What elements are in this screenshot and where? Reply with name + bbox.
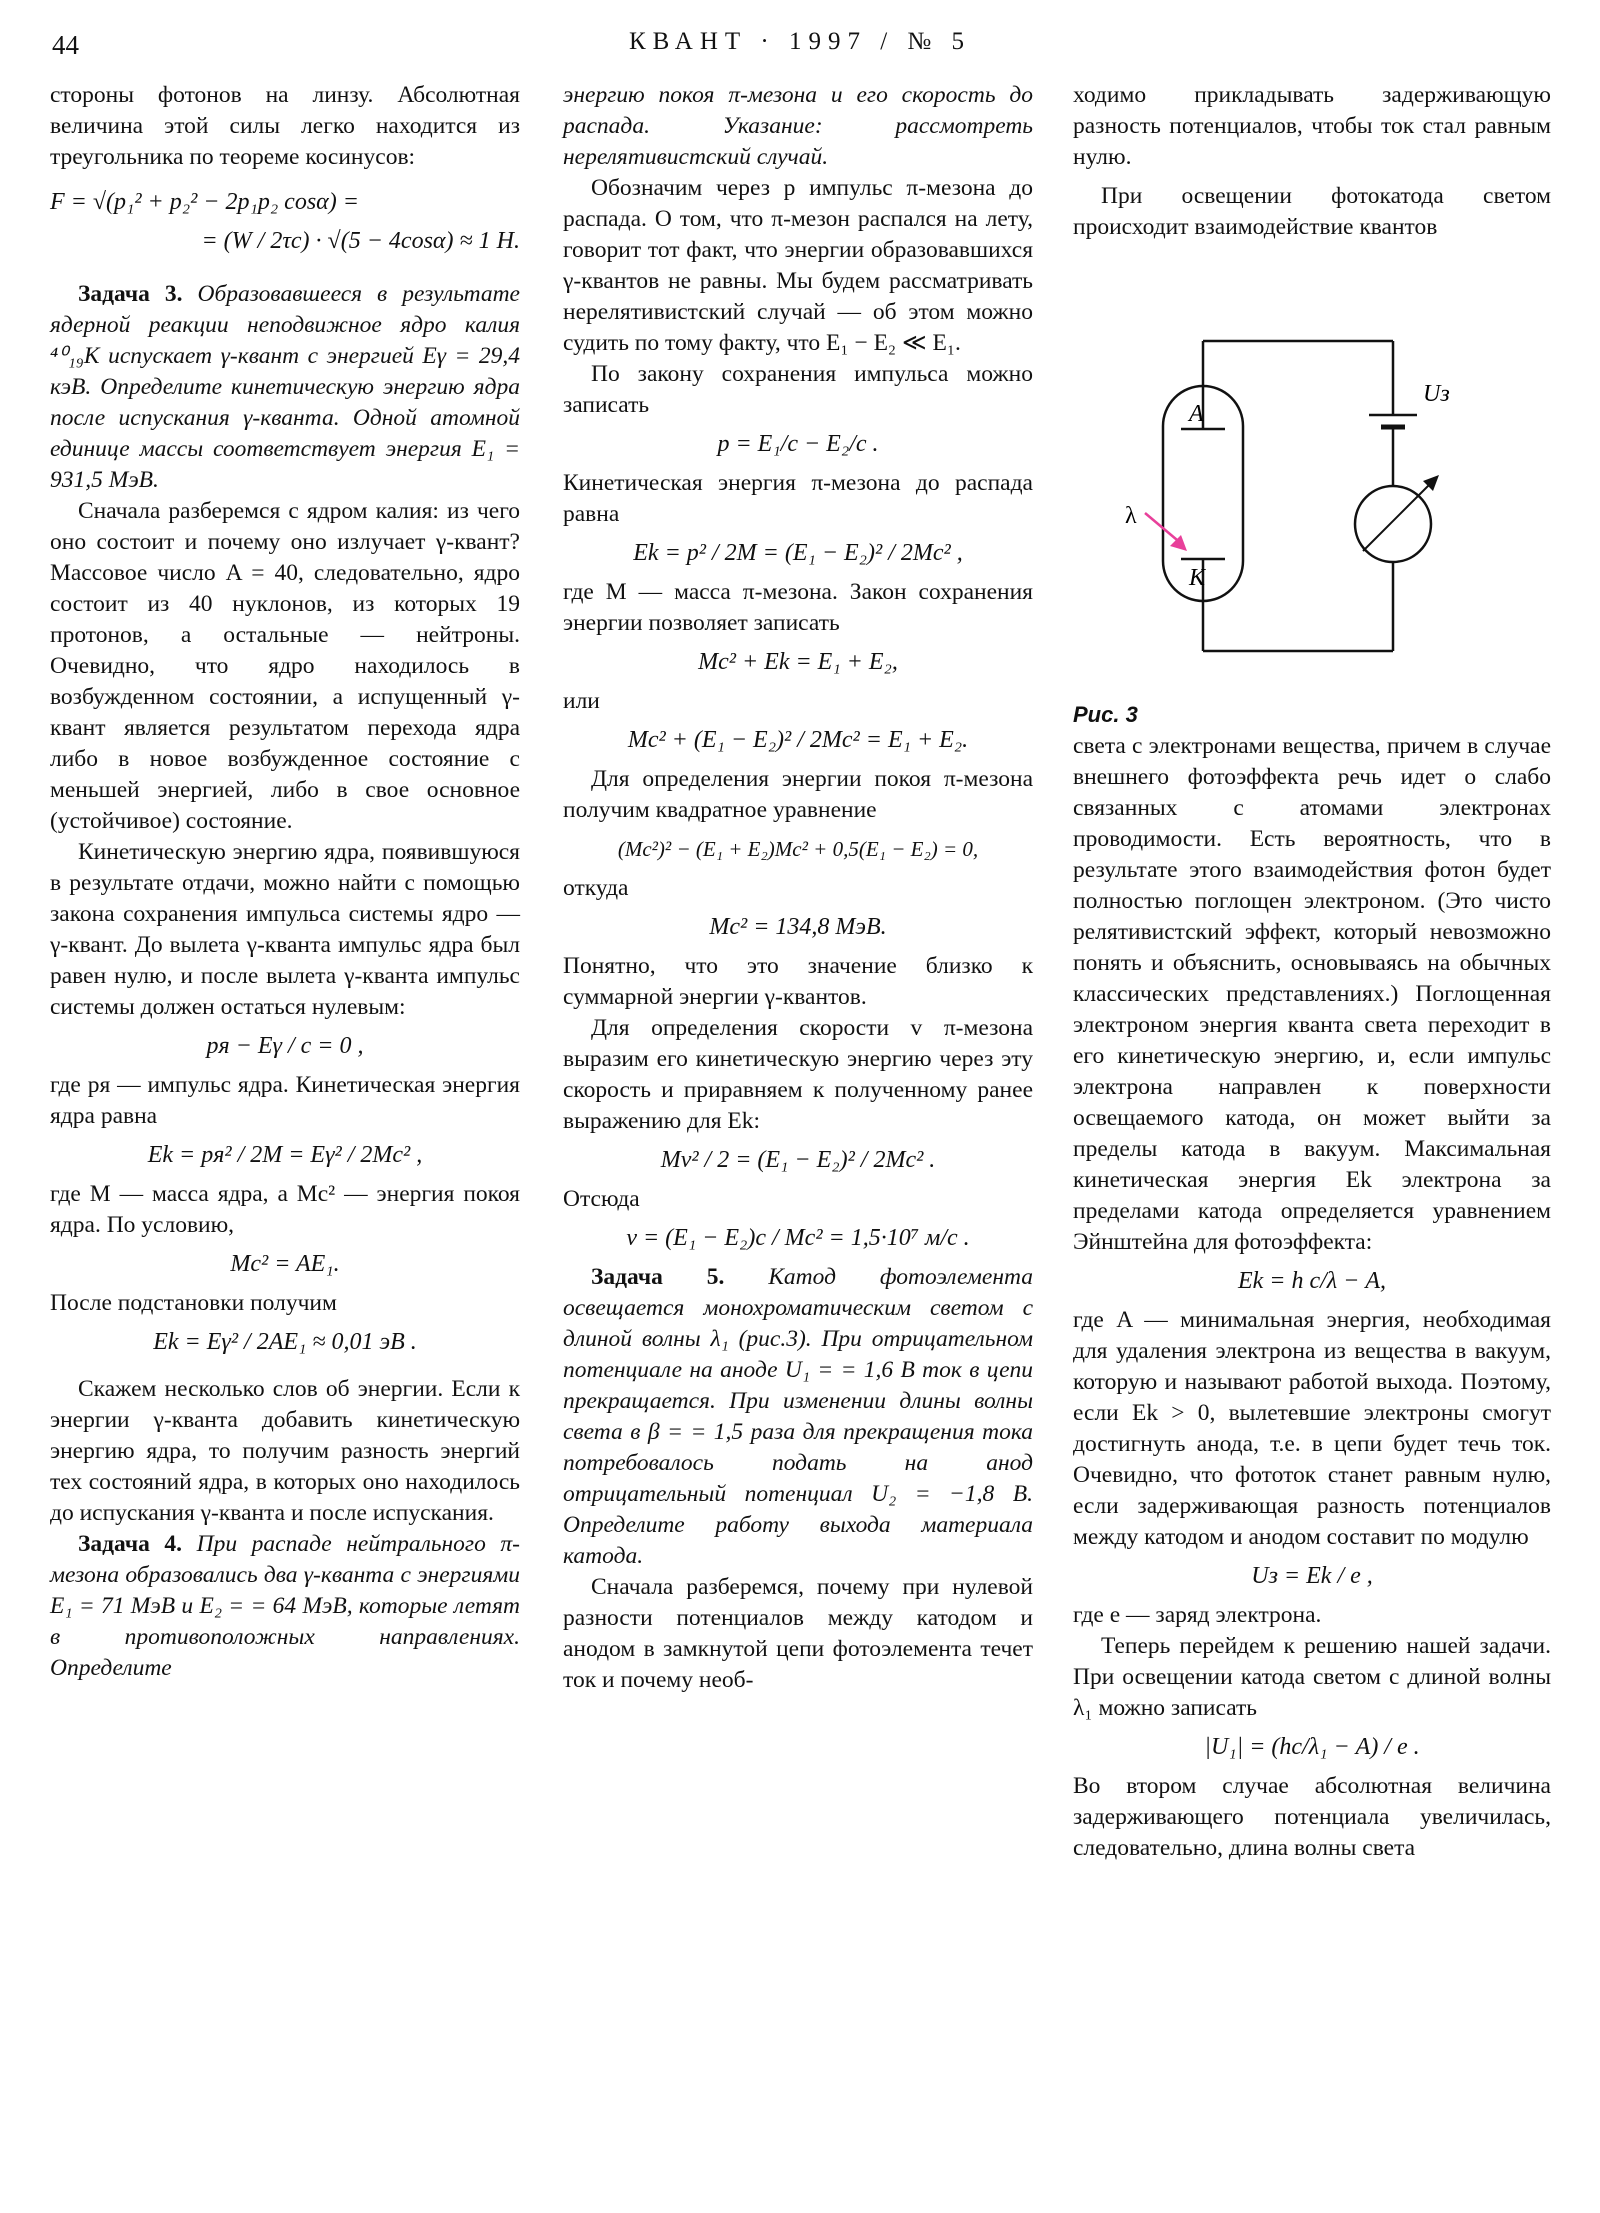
equation: pя − Eγ / c = 0 ,: [206, 1033, 364, 1059]
paragraph: Кинетическая энергия π-мезона до распада равна: [563, 470, 1033, 527]
equation: p = E₁/c − E₂/c .: [717, 431, 879, 457]
paragraph: Кинетическую энергию ядра, появившуюся в результате отдачи, можно найти с помощью закона сохранения импульса системы ядро — γ-квант. До вылета γ-кванта импульс ядра был равен нулю, и после вылета γ-кванта импульс системы должен остаться нулевым:: [50, 839, 520, 1020]
equation: Mc² + Ek = E₁ + E₂,: [698, 649, 898, 675]
task-text: Образовавшееся в результате ядерной реакции неподвижное ядро калия ⁴⁰₁₉K испускает γ-квант с энергией Eγ = 29,4 кэВ. Определите кинетическую энергию ядра после испускания γ-кванта. Одной атомной единице массы соответствует энергия E₁ = 931,5 МэВ.: [50, 281, 520, 493]
equation: Ek = Eγ² / 2AE₁ ≈ 0,01 эВ .: [153, 1329, 417, 1355]
paragraph: После подстановки получим: [50, 1290, 337, 1316]
column-2: [563, 80, 1033, 1696]
paragraph: Сначала разберемся, почему при нулевой разности потенциалов между катодом и анодом в замкнутой цепи фотоэлемента течет ток и почему необ-: [563, 1574, 1033, 1693]
paragraph: Обозначим через p импульс π-мезона до распада. О том, что π-мезон распался на лету, говорит тот факт, что энергии образовавшихся γ-квантов не равны. Мы будем рассматривать нерелятивистский случай — об этом можно судить по тому факту, что E₁ − E₂ ≪ E₁.: [563, 175, 1033, 356]
paragraph: Сначала разберемся с ядром калия: из чего оно состоит и почему оно излучает γ-квант? Массовое число A = 40, следовательно, ядро состоит из 40 нуклонов, из которых 19 протонов, а остальные — нейтроны. Очевидно, что ядро находилось в возбужденном состоянии, а испущенный γ-квант является результатом перехода ядра либо в новое возбужденное состояние с меньшей энергией, либо в свое основное (устойчивое) состояние.: [50, 498, 520, 834]
voltage-label: Uз: [1423, 381, 1450, 407]
paragraph: Отсюда: [563, 1186, 640, 1212]
paragraph: откуда: [563, 875, 629, 901]
column-3: [1073, 80, 1551, 1864]
paragraph: Во втором случае абсолютная величина задерживающего потенциала увеличилась, следовательно, длина волны света: [1073, 1773, 1551, 1861]
paragraph: По закону сохранения импульса можно записать: [563, 361, 1033, 418]
figure-3: [1073, 261, 1551, 731]
equation: Mc² + (E₁ − E₂)² / 2Mc² = E₁ + E₂.: [627, 727, 969, 753]
paragraph: где pя — импульс ядра. Кинетическая энергия ядра равна: [50, 1072, 520, 1129]
column-1: [50, 80, 520, 1684]
paragraph: При освещении фотокатода светом происходит взаимодействие квантов: [1073, 183, 1551, 240]
ammeter: [1355, 486, 1431, 562]
equation: |U₁| = (hc/λ₁ − A) / e .: [1204, 1734, 1420, 1760]
paragraph: света с электронами вещества, причем в случае внешнего фотоэффекта речь идет о слабо связанных с атомами электронах проводимости. Есть вероятность, что в результате этого взаимодействия фотон будет полностью поглощен электроном. (Это чисто релятивистский эффект, который невозможно понять и объяснить, основываясь на обычных классических представлениях.) Поглощенная электроном энергия кванта света переходит в его кинетическую энергию, и, если импульс электрона направлен к поверхности освещаемого катода, он может выйти за пределы катода в вакуум. Максимальная кинетическая энергия Ek электрона за пределами катода определяется уравнением Эйнштейна для фотоэффекта:: [1073, 733, 1551, 1255]
cathode-label: K: [1189, 565, 1206, 591]
journal-header: КВАНТ · 1997 / № 5: [628, 28, 972, 55]
figure-caption: Рис. 3: [1073, 702, 1138, 727]
task-text: При распаде нейтрального π-мезона образовались два γ-кванта с энергиями E₁ = 71 МэВ и E₂ = = 64 МэВ, которые летят в противоположных направлениях. Определите: [50, 1531, 521, 1681]
circuit-diagram: [1073, 261, 1551, 701]
task-text: Катод фотоэлемента освещается монохроматическим светом с длиной волны λ₁ (рис.3). При отрицательном потенциале на аноде U₁ = = 1,6 В ток в цепи прекращается. При изменении длины волны света в β = = 1,5 раза для прекращения тока потребовалось подать на анод отрицательный потенциал U₂ = −1,8 В. Определите работу выхода материала катода.: [563, 1264, 1033, 1569]
paragraph: ходимо прикладывать задерживающую разность потенциалов, чтобы ток стал равным нулю.: [1073, 82, 1551, 170]
task-label: Задача 5.: [591, 1264, 725, 1290]
paragraph: Для определения энергии покоя π-мезона получим квадратное уравнение: [563, 766, 1033, 823]
equation: Uз = Ek / e ,: [1251, 1563, 1373, 1589]
paragraph: Для определения скорости v π-мезона выразим его кинетическую энергию через эту скорость и приравняем к полученному ранее выражению для Ek:: [563, 1015, 1033, 1134]
paragraph: где M — масса ядра, а Mc² — энергия покоя ядра. По условию,: [50, 1181, 520, 1238]
equation: F = √(p₁² + p₂² − 2p₁p₂ cosα) =: [50, 189, 359, 215]
equation: Ek = pя² / 2M = Eγ² / 2Mc² ,: [147, 1142, 423, 1168]
page-number: 44: [52, 30, 79, 60]
paragraph: где A — минимальная энергия, необходимая для удаления электрона из вещества в вакуум, которую и называют работой выхода. Поэтому, если Ek > 0, вылетевшие электроны смогут достигнуть анода, т.е. в цепи будет течь ток. Очевидно, что фототок станет равным нулю, если задерживающая разность потенциалов между катодом и анодом составит по модулю: [1073, 1307, 1551, 1550]
task-label: Задача 3.: [78, 281, 183, 307]
paragraph: Скажем несколько слов об энергии. Если к энергии γ-кванта добавить кинетическую энергию ядра, то получим разность энергий тех состояний ядра, в которых оно находилось до испускания γ-кванта и после испускания.: [50, 1376, 520, 1526]
paragraph: Понятно, что это значение близко к суммарной энергии γ-квантов.: [563, 953, 1033, 1010]
equation: (Mc²)² − (E₁ + E₂)Mc² + 0,5(E₁ − E₂) = 0,: [617, 837, 979, 861]
task-text-continued: энергию покоя π-мезона и его скорость до распада. Указание: рассмотреть нерелятивистский случай.: [563, 82, 1033, 170]
lambda-label: λ: [1125, 503, 1137, 529]
anode-label: A: [1189, 401, 1204, 427]
paragraph: стороны фотонов на линзу. Абсолютная величина этой силы легко находится из треугольника по теореме косинусов:: [50, 82, 520, 170]
equation: Mv² / 2 = (E₁ − E₂)² / 2Mc² .: [660, 1147, 936, 1173]
equation: v = (E₁ − E₂)c / Mc² = 1,5·10⁷ м/с .: [626, 1225, 970, 1251]
equation: Ek = h c/λ − A,: [1237, 1268, 1387, 1294]
paragraph: Теперь перейдем к решению нашей задачи. При освещении катода светом с длиной волны λ₁ можно записать: [1073, 1633, 1551, 1721]
equation: Ek = p² / 2M = (E₁ − E₂)² / 2Mc² ,: [633, 540, 963, 566]
paragraph: или: [563, 688, 600, 714]
equation: Mc² = AE₁.: [230, 1251, 340, 1277]
paragraph: где M — масса π-мезона. Закон сохранения энергии позволяет записать: [563, 579, 1033, 636]
paragraph: где e — заряд электрона.: [1073, 1602, 1322, 1628]
equation: Mc² = 134,8 МэВ.: [709, 914, 887, 940]
equation: = (W / 2τc) · √(5 − 4cosα) ≈ 1 Н.: [201, 228, 520, 254]
task-label: Задача 4.: [78, 1531, 183, 1557]
